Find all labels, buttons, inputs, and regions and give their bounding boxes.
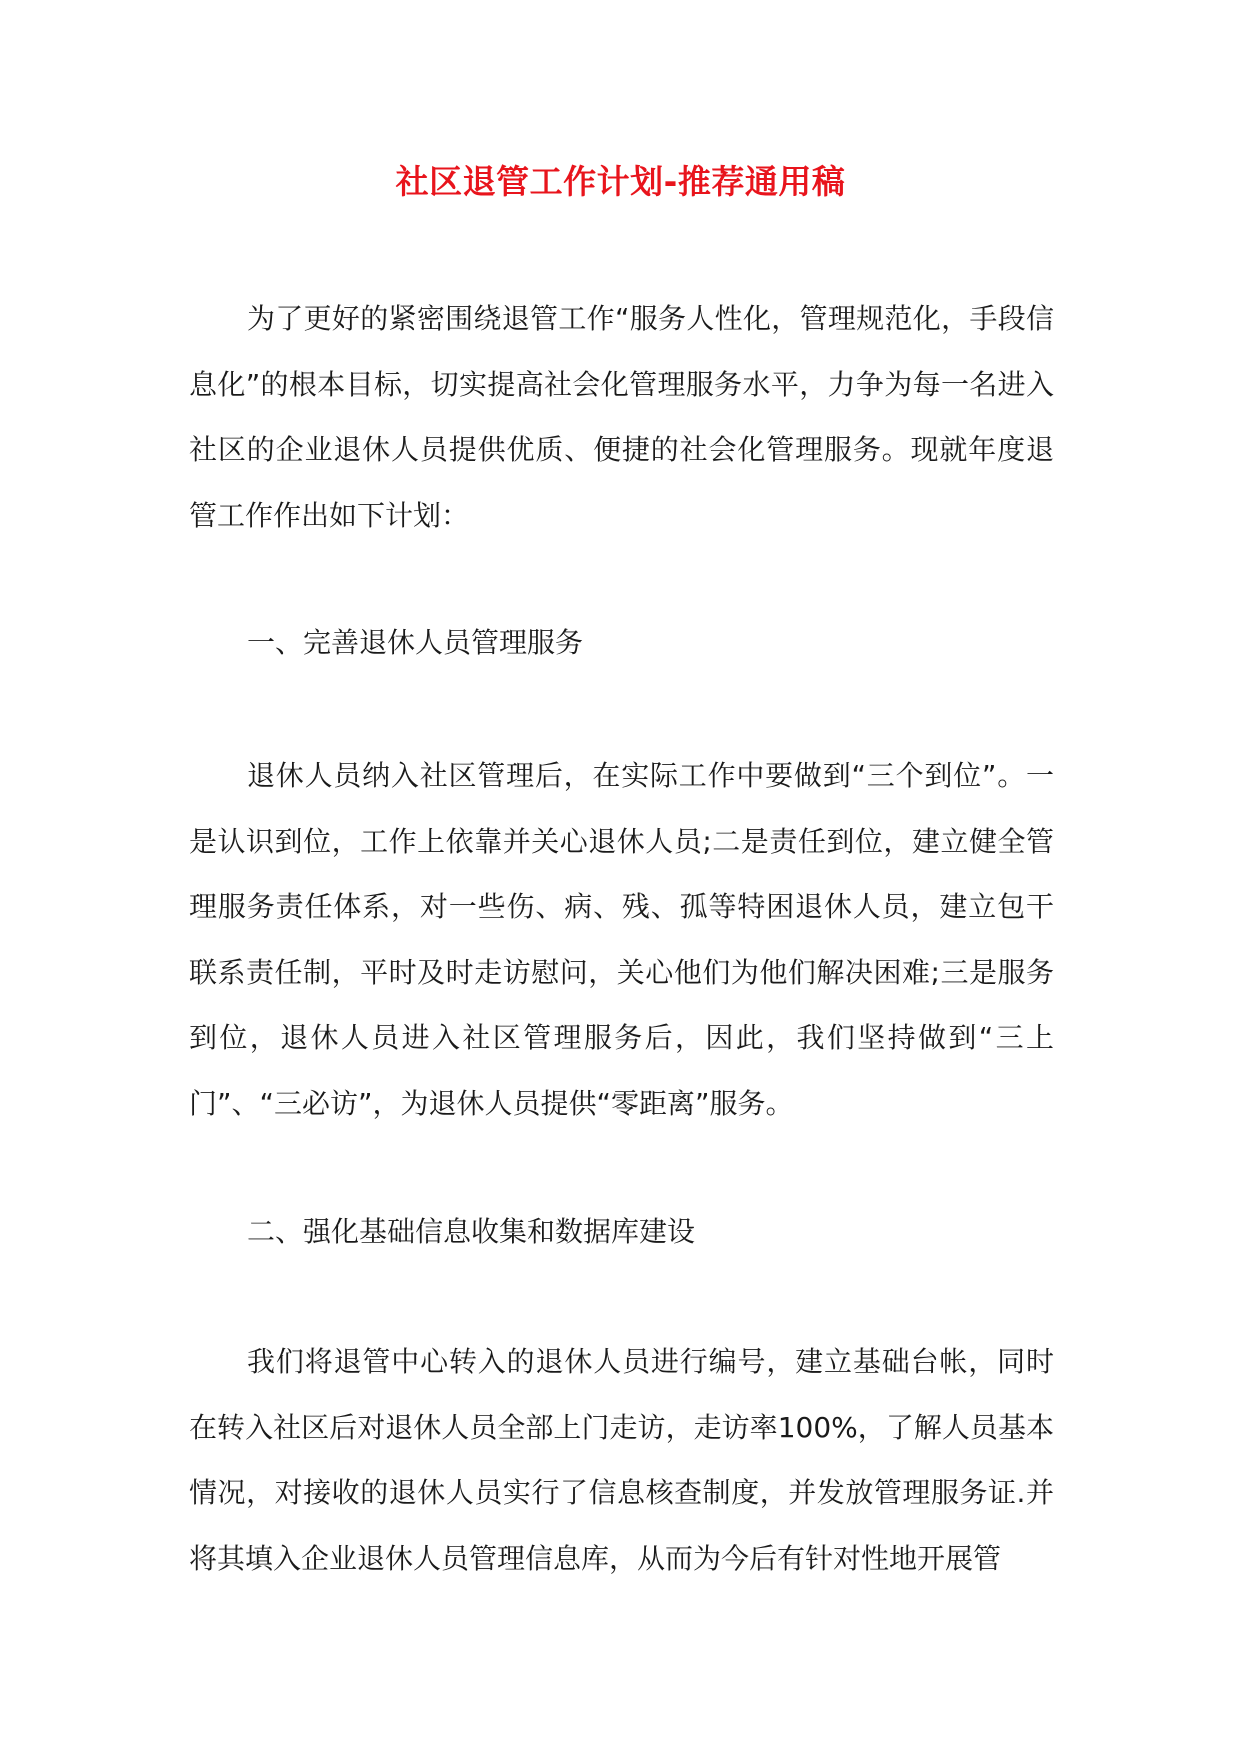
section-heading-text: 一、完善退休人员管理服务 [247,626,584,659]
section-heading-1 [189,610,1054,676]
paragraph-section-1 [189,743,1054,1136]
paragraph-text: 为了更好的紧密围绕退管工作“服务人性化，管理规范化，手段信息化”的根本目标，切实提高社会化管理服务水平，力争为每一名进入社区的企业退休人员提供优质、便捷的社会化管理服务。现就年度退管工作作出如下计划： [189,302,1054,532]
paragraph-intro [189,286,1054,548]
paragraph-section-2 [189,1329,1054,1591]
paragraph-text: 退休人员纳入社区管理后，在实际工作中要做到“三个到位”。一是认识到位，工作上依靠并关心退休人员;二是责任到位，建立健全管理服务责任体系，对一些伤、病、残、孤等特困退休人员，建立包干联系责任制，平时及时走访慰问，关心他们为他们解决困难;三是服务到位，退休人员进入社区管理服务后，因此，我们坚持做到“三上门”、“三必访”，为退休人员提供“零距离”服务。 [189,759,1054,1120]
section-heading-text: 二、强化基础信息收集和数据库建设 [247,1215,696,1248]
section-heading-2 [189,1199,1054,1265]
document-title: 社区退管工作计划-推荐通用稿 [395,162,846,201]
paragraph-text: 我们将退管中心转入的退休人员进行编号，建立基础台帐，同时在转入社区后对退休人员全部上门走访，走访率100%，了解人员基本情况，对接收的退休人员实行了信息核查制度，并发放管理服务证.并将其填入企业退休人员管理信息库，从而为今后有针对性地开展管 [189,1345,1054,1575]
